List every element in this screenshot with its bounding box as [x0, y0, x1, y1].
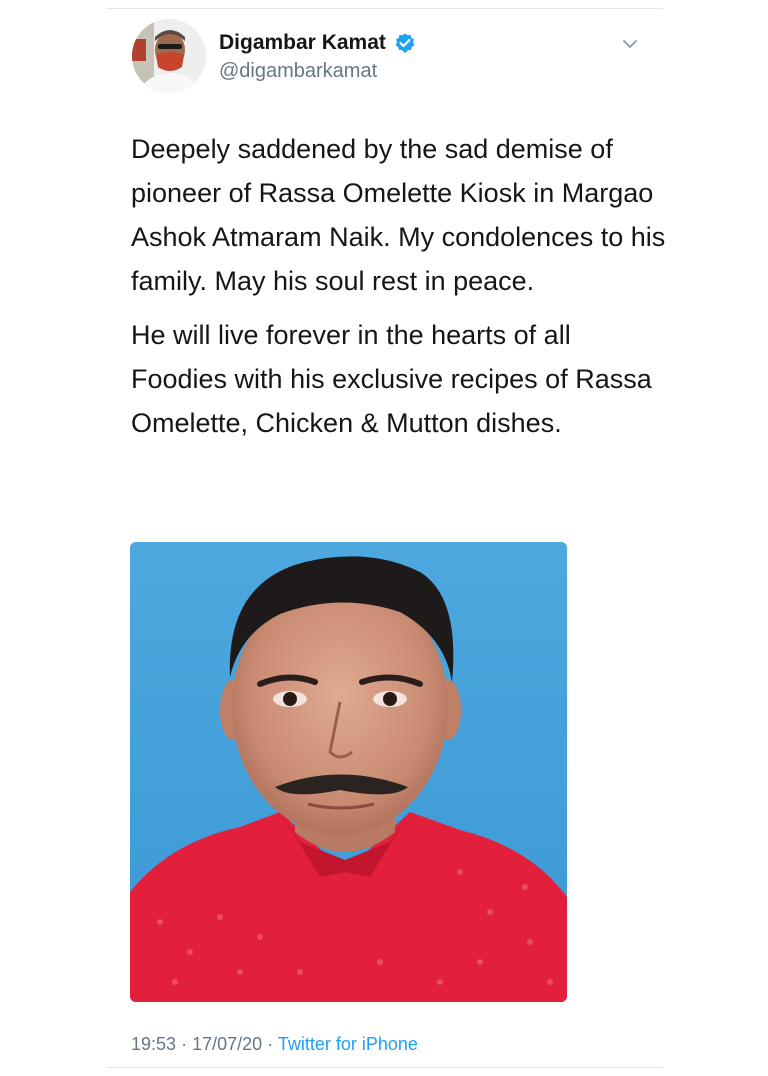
tweet-paragraph: He will live forever in the hearts of all Foodies with his exclusive recipes of Rassa Omelette, Chicken & Mutton dishes.: [131, 320, 652, 438]
verified-badge-icon: [394, 32, 416, 54]
bottom-divider: [107, 1067, 663, 1068]
tweet-text: [131, 127, 671, 445]
meta-separator: ·: [181, 1034, 188, 1054]
top-divider: [107, 8, 663, 9]
tweet-meta: [131, 1033, 418, 1055]
chevron-down-icon[interactable]: [620, 34, 640, 54]
author-display-name[interactable]: Digambar Kamat: [219, 31, 386, 54]
tweet-photo[interactable]: [130, 542, 567, 1002]
author-name-row: [219, 30, 416, 56]
tweet-paragraph: Deepely saddened by the sad demise of pioneer of Rassa Omelette Kiosk in Margao Ashok Atmaram Naik. My condolences to his family. May his soul rest in peace.: [131, 134, 666, 296]
tweet-date[interactable]: 17/07/20: [192, 1034, 263, 1054]
tweet-source-link[interactable]: Twitter for iPhone: [277, 1034, 418, 1054]
tweet-time[interactable]: 19:53: [131, 1034, 177, 1054]
avatar[interactable]: [132, 19, 206, 93]
author-handle[interactable]: @digambarkamat: [219, 60, 378, 82]
meta-separator: ·: [267, 1034, 274, 1054]
